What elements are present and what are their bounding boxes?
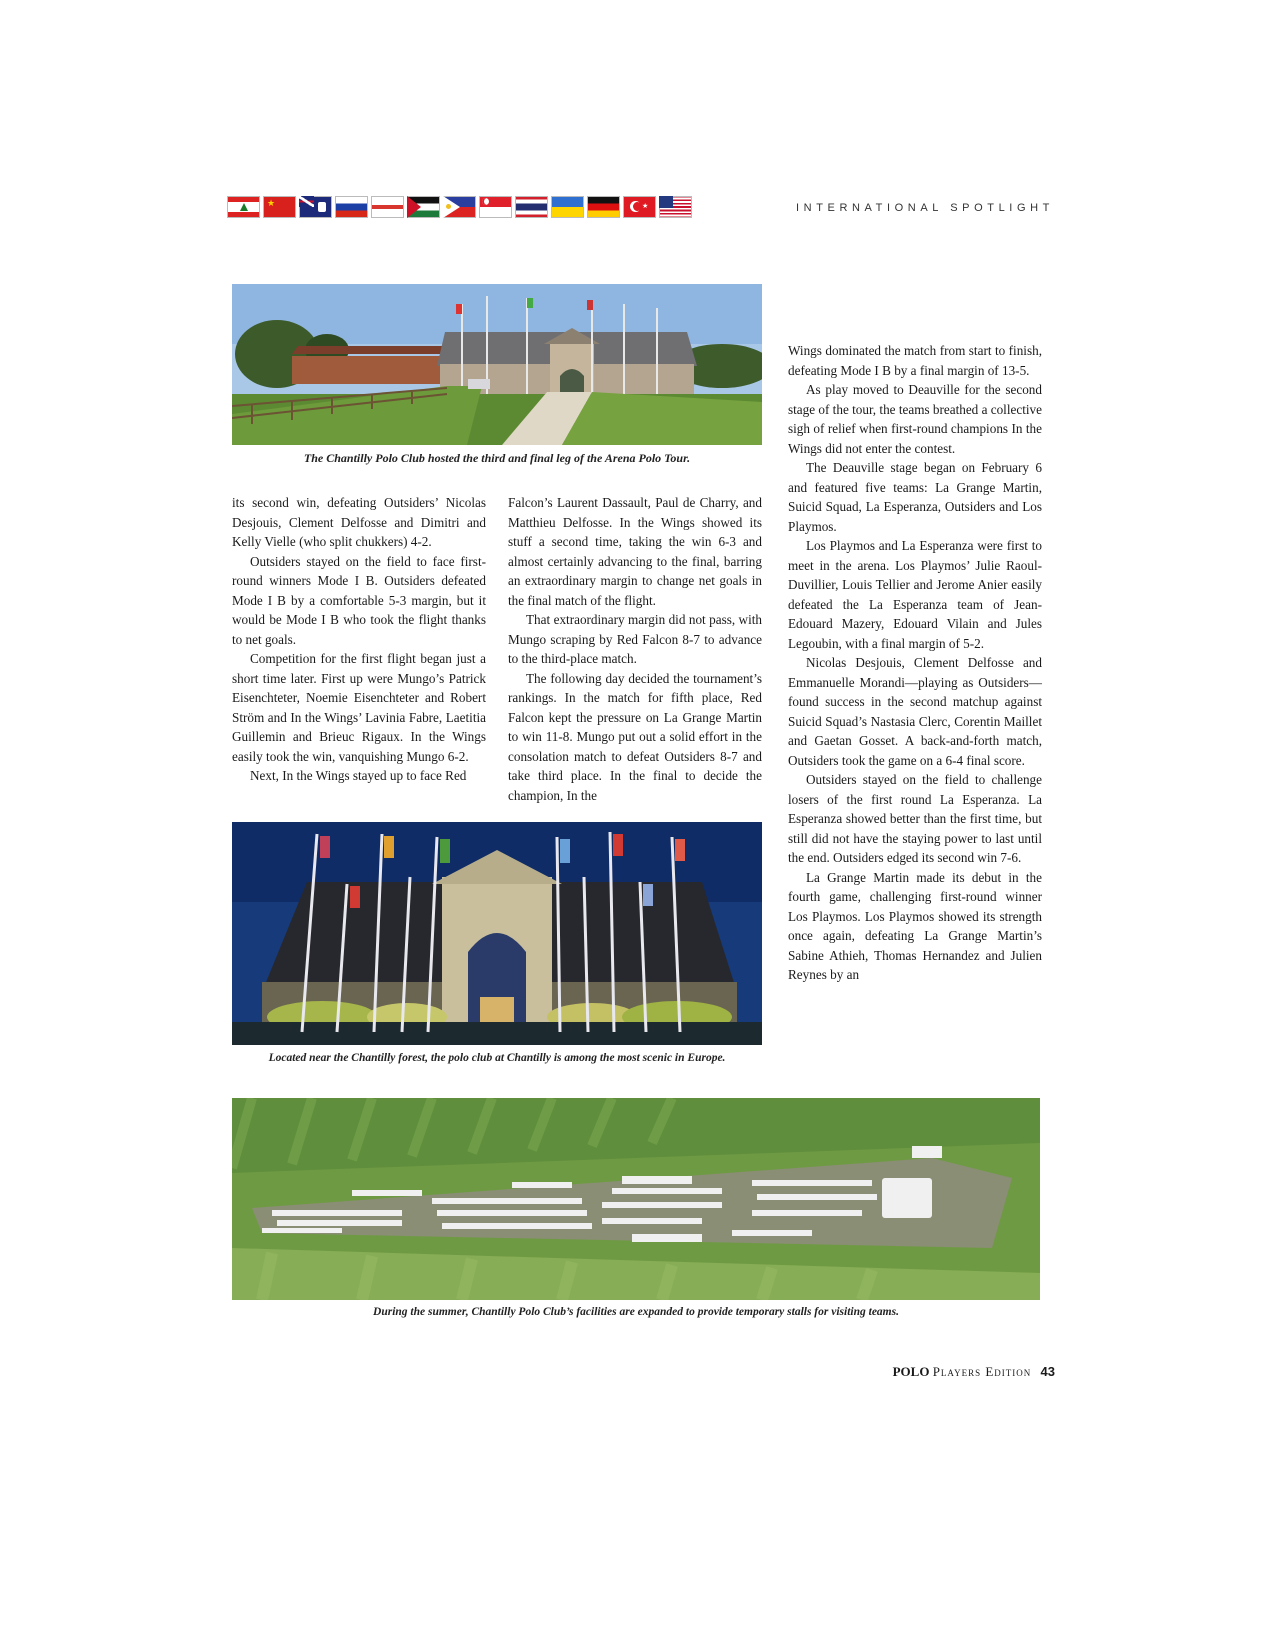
article-column-2	[508, 493, 762, 805]
turkey-flag: ★	[623, 196, 656, 218]
singapore-flag	[479, 196, 512, 218]
col3-paragraph: The Deauville stage began on February 6 and featured five teams: La Grange Martin, Suicid Squad, La Esperanza, Outsiders and Los Playmos.	[788, 460, 1042, 534]
flag-strip	[227, 196, 692, 222]
magazine-name-rest: Players Edition	[932, 1364, 1032, 1379]
col1-paragraph: Next, In the Wings stayed up to face Red	[250, 768, 467, 783]
col3-paragraph: La Grange Martin made its debut in the fourth game, challenging first-round winner Los Playmos. Los Playmos showed its strength once again, defeating La Grange Martin’s Sabine Athieh, Thomas Hernandez and Julien Reynes by an	[788, 869, 1042, 982]
col1-paragraph: its second win, defeating Outsiders’ Nicolas Desjouis, Clement Delfosse and Dimitri and Kelly Vielle (who split chukkers) 4-2.	[232, 495, 486, 549]
col1-paragraph: Competition for the first flight began just a short time later. First up were Mungo’s Patrick Eisenchteter, Noemie Eisenchteter and Robert Ström and In the Wings’ Lavinia Fabre, Laetitia Guillemin and Brieuc Rigaux. In the Wings easily took the win, vanquishing Mungo 6-2.	[232, 651, 486, 764]
china-flag: ★	[263, 196, 296, 218]
usa-flag	[659, 196, 692, 218]
page-number: 43	[1040, 1364, 1055, 1379]
barn-day-illustration	[232, 284, 762, 445]
photo2-caption: Located near the Chantilly forest, the polo club at Chantilly is among the most scenic in Europe.	[268, 1052, 726, 1064]
col3-paragraph: Wings dominated the match from start to finish, defeating Mode I B by a final margin of 13-5.	[788, 343, 1042, 378]
ukraine-flag	[551, 196, 584, 218]
chantilly-night-photo	[232, 822, 762, 1045]
philippines-flag	[443, 196, 476, 218]
photo3-caption: During the summer, Chantilly Polo Club’s facilities are expanded to provide temporary stalls for visiting teams.	[373, 1306, 899, 1318]
barn-night-illustration	[232, 822, 762, 1045]
col2-paragraph: Falcon’s Laurent Dassault, Paul de Charry, and Matthieu Delfosse. In the Wings showed its stuff a second time, taking the win 6-3 and almost certainly advancing to the final, barring an extraordinary margin to change net goals in the final match of the flight.	[508, 495, 762, 608]
section-label: INTERNATIONAL SPOTLIGHT	[796, 202, 1054, 214]
article-column-3	[788, 341, 1042, 985]
col3-paragraph: Outsiders stayed on the field to challenge losers of the first round La Esperanza. La Esperanza showed better than the first time, but still did not have the staying power to last until the end. Outsiders edged its second win 7-6.	[788, 772, 1042, 865]
col2-paragraph: The following day decided the tournament’s rankings. In the match for fifth place, Red Falcon kept the pressure on La Grange Martin to win 11-8. Mungo put out a solid effort in the consolation match to defeat Outsiders 8-7 and take third place. In the final to decide the champion, In the	[508, 670, 762, 803]
russia-flag	[335, 196, 368, 218]
magazine-name-bold: POLO	[892, 1364, 930, 1379]
jordan-flag	[407, 196, 440, 218]
thailand-flag	[515, 196, 548, 218]
aerial-stalls-photo	[232, 1098, 1040, 1300]
austria-flag	[371, 196, 404, 218]
article-column-1	[232, 493, 486, 786]
chantilly-barn-photo	[232, 284, 762, 445]
col3-paragraph: Los Playmos and La Esperanza were first to meet in the arena. Los Playmos’ Julie Raoul-Duvillier, Louis Tellier and Jerome Anier easily defeated the La Esperanza team of Jean-Edouard Mazery, Edouard Vilain and Jules Legoubin, with a final margin of 5-2.	[788, 538, 1042, 651]
col3-paragraph: Nicolas Desjouis, Clement Delfosse and Emmanuelle Morandi—playing as Outsiders—found success in the second matchup against Suicid Squad’s Nastasia Clerc, Corentin Maillet and Gaetan Gosset. A back-and-forth match, Outsiders took the game on a 6-4 final score.	[788, 655, 1042, 768]
col1-paragraph: Outsiders stayed on the field to face first-round winners Mode I B. Outsiders defeated Mode I B by a comfortable 5-3 margin, but it would be Mode I B who took the flight thanks to net goals.	[232, 553, 486, 647]
cayman-flag	[299, 196, 332, 218]
germany-flag	[587, 196, 620, 218]
page-footer	[893, 1364, 1055, 1380]
col3-paragraph: As play moved to Deauville for the second stage of the tour, the teams breathed a collective sigh of relief when first-round champions In the Wings did not enter the contest.	[788, 382, 1042, 456]
col2-paragraph: That extraordinary margin did not pass, with Mungo scraping by Red Falcon 8-7 to advance to the third-place match.	[508, 612, 762, 666]
photo1-caption: The Chantilly Polo Club hosted the third and final leg of the Arena Polo Tour.	[303, 451, 691, 465]
lebanon-flag	[227, 196, 260, 218]
aerial-stalls-illustration	[232, 1098, 1040, 1300]
